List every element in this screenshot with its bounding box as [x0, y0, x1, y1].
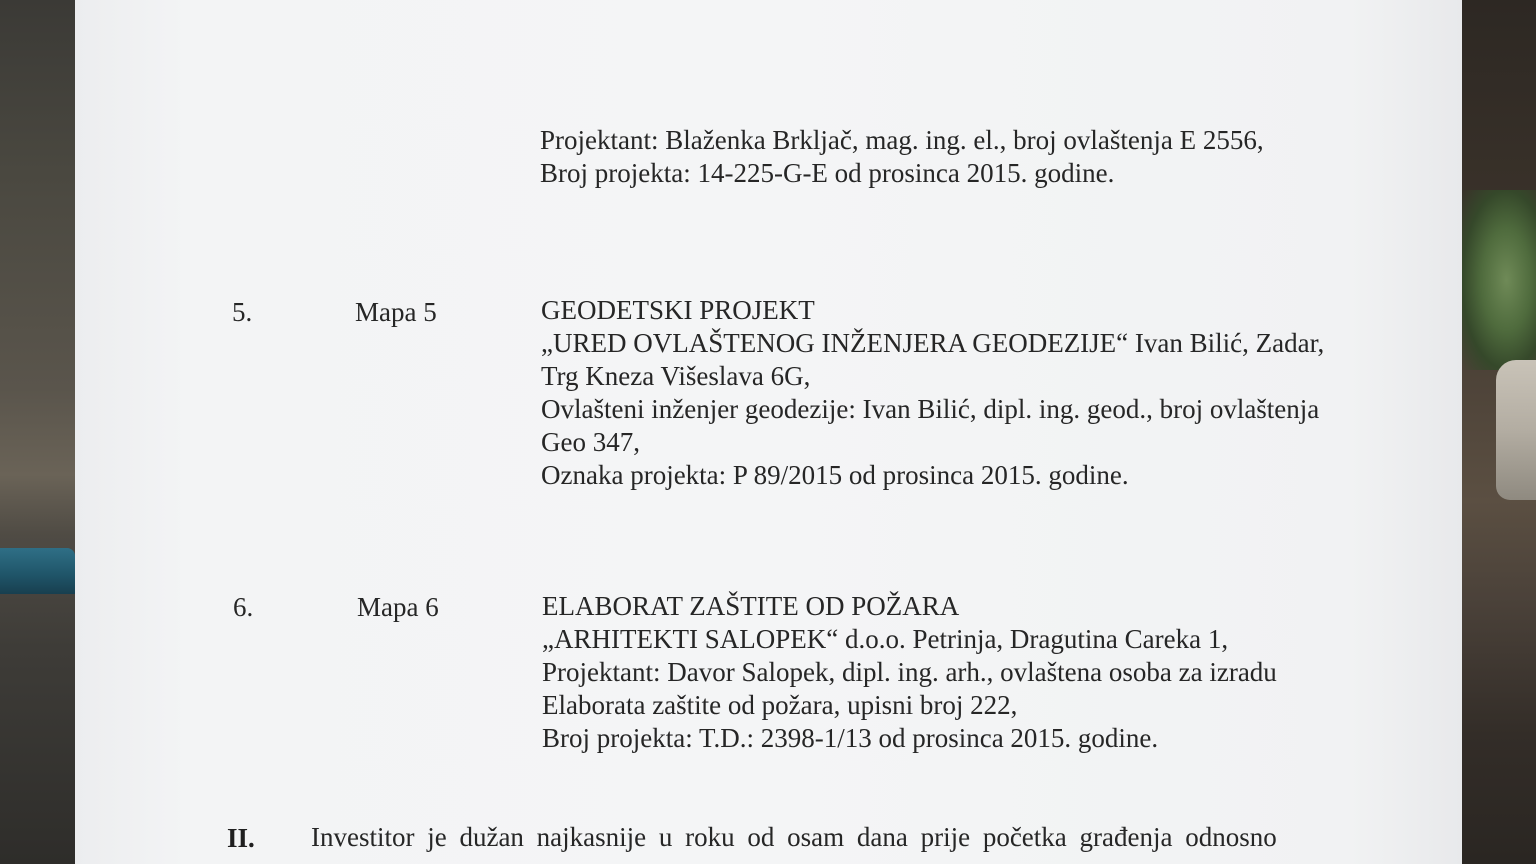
- entry-number: 5.: [232, 297, 253, 327]
- entry-line: „ARHITEKTI SALOPEK“ d.o.o. Petrinja, Dragutina Careka 1,: [542, 624, 1229, 654]
- entry-line: „URED OVLAŠTENOG INŽENJERA GEODEZIJE“ Ivan Bilić, Zadar,: [541, 328, 1325, 358]
- entry-line: Oznaka projekta: P 89/2015 od prosinca 2015. godine.: [541, 460, 1129, 490]
- background-plant: [1462, 190, 1536, 370]
- entry-text-5: [541, 294, 1324, 492]
- section-text: Investitor je dužan najkasnije u roku od osam dana prije početka građenja odnosno: [311, 822, 1277, 852]
- background-book: [0, 548, 75, 594]
- document-page: [75, 0, 1462, 864]
- entry-line: ELABORAT ZAŠTITE OD POŽARA: [542, 591, 960, 621]
- background-pot: [1496, 360, 1536, 500]
- entry-line: Broj projekta: T.D.: 2398-1/13 od prosinca 2015. godine.: [542, 723, 1159, 753]
- entry-line: Geo 347,: [541, 427, 640, 457]
- entry-line: Ovlašteni inženjer geodezije: Ivan Bilić, dipl. ing. geod., broj ovlaštenja: [541, 394, 1320, 424]
- entry-map: Mapa 6: [357, 592, 439, 622]
- entry-line: GEODETSKI PROJEKT: [541, 295, 815, 325]
- background-right: [1462, 0, 1536, 864]
- top-entry-text: [540, 124, 1264, 190]
- entry-line: Elaborata zaštite od požara, upisni broj 222,: [542, 690, 1018, 720]
- entry-number: 6.: [233, 592, 254, 622]
- entry-line: Projektant: Davor Salopek, dipl. ing. arh., ovlaštena osoba za izradu: [542, 657, 1277, 687]
- top-entry-line: Projektant: Blaženka Brkljač, mag. ing. el., broj ovlaštenja E 2556,: [540, 125, 1264, 155]
- section-label: II.: [227, 823, 255, 853]
- background-left: [0, 0, 75, 864]
- top-entry-line: Broj projekta: 14-225-G-E od prosinca 2015. godine.: [540, 158, 1115, 188]
- entry-text-6: [542, 590, 1277, 755]
- entry-map: Mapa 5: [355, 297, 437, 327]
- entry-line: Trg Kneza Višeslava 6G,: [541, 361, 811, 391]
